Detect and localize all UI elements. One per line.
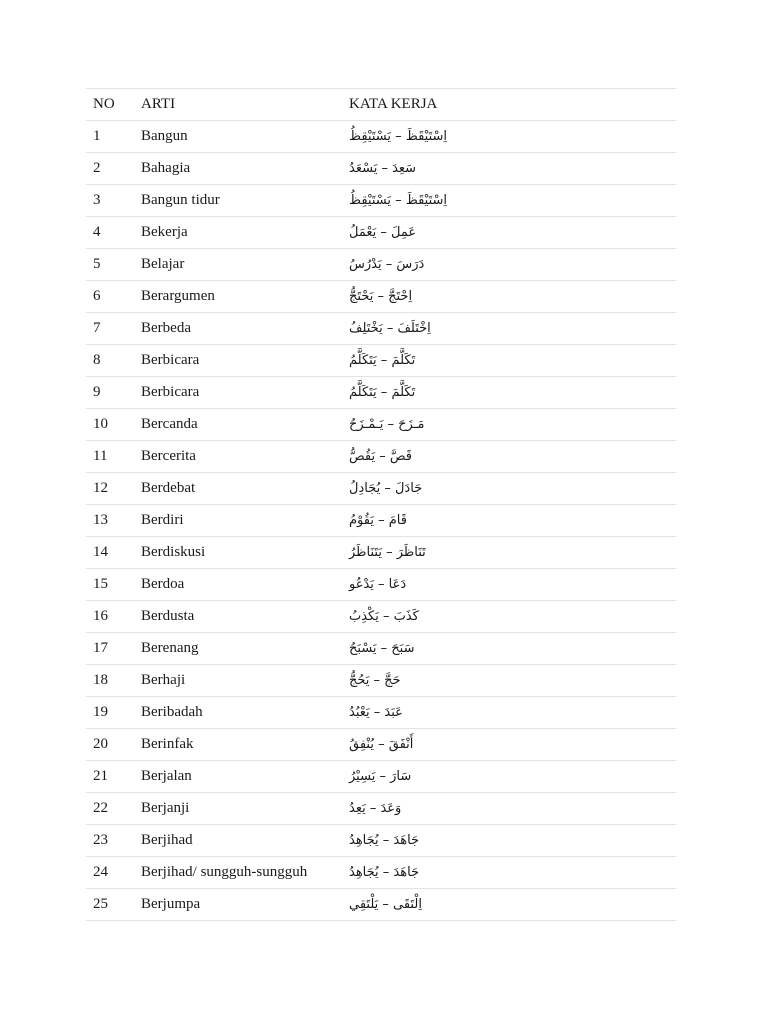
- table-row: [86, 633, 676, 665]
- table-row: [86, 889, 676, 921]
- row-kata-kerja-cell: [349, 409, 676, 441]
- table-row: [86, 345, 676, 377]
- row-arti: Berdoa: [141, 569, 349, 601]
- row-kata-kerja-cell: [349, 377, 676, 409]
- table-row: [86, 857, 676, 889]
- row-kata-kerja: تَنَاظَرَ – يَتَنَاظَرُ: [349, 545, 426, 560]
- header-arti: ARTI: [141, 89, 349, 121]
- row-number: 21: [86, 761, 141, 793]
- row-kata-kerja-cell: [349, 537, 676, 569]
- row-kata-kerja: اِسْتَيْقَظَ – يَسْتَيْقِظُ: [349, 129, 448, 144]
- row-number: 19: [86, 697, 141, 729]
- row-kata-kerja-cell: [349, 185, 676, 217]
- row-kata-kerja-cell: [349, 441, 676, 473]
- row-arti: Berdebat: [141, 473, 349, 505]
- row-kata-kerja-cell: [349, 665, 676, 697]
- row-arti: Berhaji: [141, 665, 349, 697]
- row-arti: Berjumpa: [141, 889, 349, 921]
- table-row: [86, 793, 676, 825]
- row-number: 6: [86, 281, 141, 313]
- table-row: [86, 121, 676, 153]
- row-kata-kerja: مَـزَحَ – يَـمْـزَحُ: [349, 417, 425, 432]
- row-number: 9: [86, 377, 141, 409]
- row-kata-kerja-cell: [349, 793, 676, 825]
- table-row: [86, 281, 676, 313]
- row-kata-kerja-cell: [349, 473, 676, 505]
- row-kata-kerja: دَعَا – يَدْعُو: [349, 577, 407, 592]
- row-kata-kerja: اِخْتَلَفَ – يَخْتَلِفُ: [349, 321, 431, 336]
- row-arti: Berdusta: [141, 601, 349, 633]
- row-number: 24: [86, 857, 141, 889]
- row-number: 12: [86, 473, 141, 505]
- table-row: [86, 249, 676, 281]
- row-kata-kerja-cell: [349, 729, 676, 761]
- row-arti: Bercerita: [141, 441, 349, 473]
- row-kata-kerja: عَبَدَ – يَعْبُدُ: [349, 705, 403, 720]
- row-kata-kerja: اِحْتَجَّ – يَحْتَجُّ: [349, 289, 413, 304]
- row-kata-kerja: قَصَّ – يَقُصُّ: [349, 449, 413, 464]
- row-arti: Berjihad/ sungguh-sungguh: [141, 857, 349, 889]
- row-kata-kerja-cell: [349, 601, 676, 633]
- row-arti: Berbicara: [141, 345, 349, 377]
- row-number: 14: [86, 537, 141, 569]
- row-arti: Bangun tidur: [141, 185, 349, 217]
- row-kata-kerja: وَعَدَ – يَعِدُ: [349, 801, 402, 816]
- row-kata-kerja-cell: [349, 633, 676, 665]
- vocabulary-table: [86, 88, 676, 921]
- row-kata-kerja: اِسْتَيْقَظَ – يَسْتَيْقِظُ: [349, 193, 448, 208]
- row-arti: Berjanji: [141, 793, 349, 825]
- header-no: NO: [86, 89, 141, 121]
- table-row: [86, 473, 676, 505]
- row-arti: Berdiri: [141, 505, 349, 537]
- row-kata-kerja: سَعِدَ – يَسْعَدُ: [349, 161, 417, 176]
- table-row: [86, 697, 676, 729]
- row-kata-kerja-cell: [349, 857, 676, 889]
- row-number: 11: [86, 441, 141, 473]
- table-row: [86, 313, 676, 345]
- row-arti: Berenang: [141, 633, 349, 665]
- row-arti: Bahagia: [141, 153, 349, 185]
- row-number: 7: [86, 313, 141, 345]
- row-kata-kerja-cell: [349, 889, 676, 921]
- row-number: 16: [86, 601, 141, 633]
- row-kata-kerja-cell: [349, 313, 676, 345]
- row-kata-kerja-cell: [349, 569, 676, 601]
- row-kata-kerja-cell: [349, 217, 676, 249]
- table-body: [86, 121, 676, 921]
- row-arti: Berjihad: [141, 825, 349, 857]
- row-number: 23: [86, 825, 141, 857]
- row-kata-kerja-cell: [349, 697, 676, 729]
- table-header: [86, 89, 676, 121]
- row-arti: Berbicara: [141, 377, 349, 409]
- row-number: 10: [86, 409, 141, 441]
- row-number: 15: [86, 569, 141, 601]
- header-kata-kerja: KATA KERJA: [349, 89, 676, 121]
- row-kata-kerja: تَكَلَّمَ – يَتَكَلَّمُ: [349, 385, 416, 400]
- table-row: [86, 825, 676, 857]
- row-kata-kerja: كَذَبَ – يَكْذِبُ: [349, 609, 419, 624]
- row-number: 8: [86, 345, 141, 377]
- table-row: [86, 569, 676, 601]
- row-arti: Bercanda: [141, 409, 349, 441]
- row-arti: Berinfak: [141, 729, 349, 761]
- table-row: [86, 505, 676, 537]
- row-number: 18: [86, 665, 141, 697]
- row-kata-kerja: جَاهَدَ – يُجَاهِدُ: [349, 833, 420, 848]
- row-number: 22: [86, 793, 141, 825]
- row-number: 3: [86, 185, 141, 217]
- table-row: [86, 185, 676, 217]
- row-number: 4: [86, 217, 141, 249]
- table-row: [86, 441, 676, 473]
- row-kata-kerja: تَكَلَّمَ – يَتَكَلَّمُ: [349, 353, 416, 368]
- row-number: 5: [86, 249, 141, 281]
- row-kata-kerja: جَاهَدَ – يُجَاهِدُ: [349, 865, 420, 880]
- table-row: [86, 217, 676, 249]
- row-arti: Beribadah: [141, 697, 349, 729]
- row-kata-kerja-cell: [349, 153, 676, 185]
- row-arti: Bekerja: [141, 217, 349, 249]
- row-arti: Belajar: [141, 249, 349, 281]
- row-kata-kerja: أَنْفَقَ – يُنْفِقُ: [349, 737, 414, 752]
- row-kata-kerja-cell: [349, 249, 676, 281]
- table-row: [86, 409, 676, 441]
- header-row: [86, 89, 676, 121]
- row-kata-kerja: قَامَ – يَقُوْمُ: [349, 513, 407, 528]
- row-kata-kerja: عَمِلَ – يَعْمَلُ: [349, 225, 417, 240]
- row-number: 17: [86, 633, 141, 665]
- row-kata-kerja: سَارَ – يَسِيْرُ: [349, 769, 412, 784]
- row-kata-kerja: سَبَحَ – يَسْبَحُ: [349, 641, 415, 656]
- row-kata-kerja-cell: [349, 761, 676, 793]
- row-kata-kerja: دَرَسَ – يَدْرُسُ: [349, 257, 425, 272]
- row-arti: Berbeda: [141, 313, 349, 345]
- row-arti: Berjalan: [141, 761, 349, 793]
- row-kata-kerja-cell: [349, 505, 676, 537]
- table-row: [86, 761, 676, 793]
- row-number: 1: [86, 121, 141, 153]
- row-arti: Berdiskusi: [141, 537, 349, 569]
- row-number: 20: [86, 729, 141, 761]
- table-row: [86, 153, 676, 185]
- table-row: [86, 729, 676, 761]
- row-arti: Bangun: [141, 121, 349, 153]
- table-row: [86, 665, 676, 697]
- table-row: [86, 601, 676, 633]
- table-row: [86, 377, 676, 409]
- row-kata-kerja-cell: [349, 121, 676, 153]
- row-kata-kerja-cell: [349, 825, 676, 857]
- row-kata-kerja: جَادَلَ – يُجَادِلُ: [349, 481, 423, 496]
- row-kata-kerja-cell: [349, 345, 676, 377]
- row-number: 25: [86, 889, 141, 921]
- row-kata-kerja-cell: [349, 281, 676, 313]
- table-row: [86, 537, 676, 569]
- row-number: 2: [86, 153, 141, 185]
- row-arti: Berargumen: [141, 281, 349, 313]
- row-kata-kerja: اِلْتَقَى – يَلْتَقِي: [349, 897, 422, 912]
- row-number: 13: [86, 505, 141, 537]
- row-kata-kerja: حَجَّ – يَحُجُّ: [349, 673, 401, 688]
